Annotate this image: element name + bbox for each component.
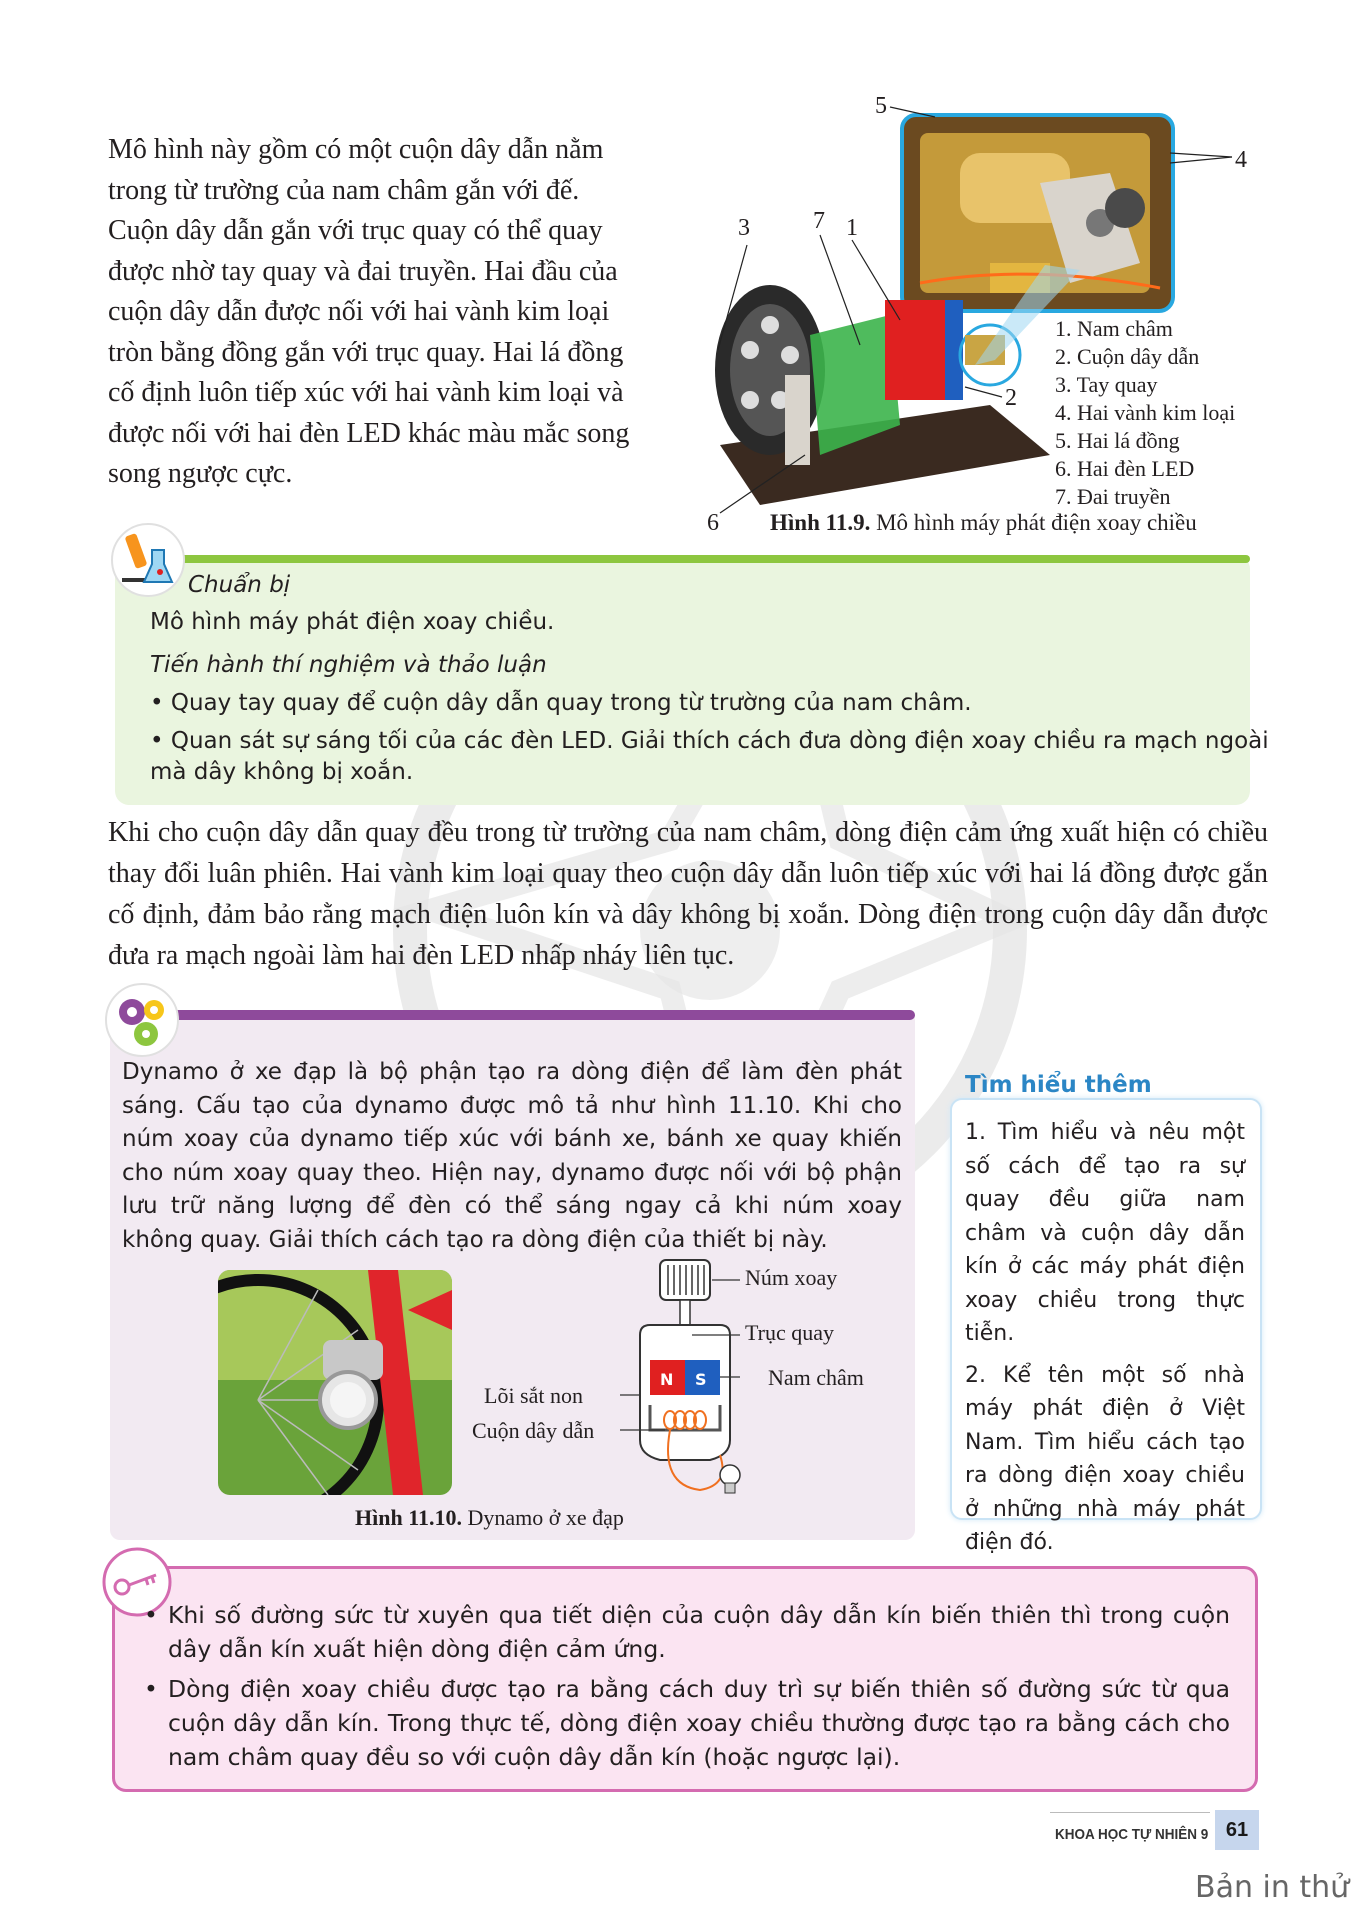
intro-line: Cuộn dây dẫn gắn với trục quay có thể quay <box>108 215 603 246</box>
caption-label: Hình 11.9. <box>770 510 871 535</box>
dynamo-text: Dynamo ở xe đạp là bộ phận tạo ra dòng điện để làm đèn phát sáng. Cấu tạo của dynamo được mô tả như hình 11.10. Khi cho núm xoay của dynamo tiếp xúc với bánh xe, bánh xe quay khiến cho núm xoay quay theo. Hiện nay, dynamo được nối với bộ phận lưu trữ năng lượng để đèn có thể sáng ngay cả khi núm xoay không quay. Giải thích cách tạo ra dòng điện của thiết bị này. <box>122 1059 902 1253</box>
legend-item: 5. Hai lá đồng <box>1055 428 1180 453</box>
label-core: Lõi sắt non <box>484 1383 583 1408</box>
bike-dynamo-photo <box>218 1270 452 1495</box>
legend-item: 6. Hai đèn LED <box>1055 456 1195 481</box>
footer-book-title: KHOA HỌC TỰ NHIÊN 9 <box>1055 1826 1209 1843</box>
key-point: • Dòng điện xoay chiều được tạo ra bằng cách duy trì sự biến thiên số đường sức từ qua cuộn dây dẫn kín. Trong thực tế, dòng điện xoay chiều thường được tạo ra bằng cách cho nam châm quay đều so với cuộn dây dẫn kín (hoặc ngược lại). <box>140 1672 1230 1774</box>
figure-legend <box>1055 315 1235 511</box>
callout-4: 4 <box>1235 147 1247 173</box>
legend-item: 7. Đai truyền <box>1055 484 1171 509</box>
prepare-title: Chuẩn bị <box>188 572 291 598</box>
legend-item: 3. Tay quay <box>1055 372 1158 397</box>
label-axle: Trục quay <box>745 1320 835 1345</box>
intro-paragraph <box>108 130 680 495</box>
label-knob: Núm xoay <box>745 1265 838 1290</box>
learn-more-text <box>965 1116 1245 1560</box>
callout-7: 7 <box>813 208 825 234</box>
footer-rule <box>1050 1812 1210 1813</box>
callout-6: 6 <box>707 510 719 536</box>
key-points-text <box>140 1598 1230 1780</box>
legend-item: 2. Cuộn dây dẫn <box>1055 344 1200 369</box>
magnet-s-label: S <box>695 1370 707 1389</box>
caption-label: Hình 11.10. <box>355 1505 462 1530</box>
gears-icon <box>102 980 182 1060</box>
prepare-material: Mô hình máy phát điện xoay chiều. <box>150 609 555 635</box>
procedure-title: Tiến hành thí nghiệm và thảo luận <box>150 652 547 678</box>
figure-11-9 <box>700 93 1260 545</box>
procedure-step: mà dây không bị xoắn. <box>150 759 414 785</box>
learn-more-item: 2. Kể tên một số nhà máy phát điện ở Việt Nam. Tìm hiểu cách tạo ra dòng điện xoay chiều ở những nhà máy phát điện đó. <box>965 1362 1245 1555</box>
intro-line: cố định luôn tiếp xúc với hai vành kim loại và <box>108 377 624 408</box>
figure-11-9-caption <box>770 510 1197 536</box>
magnet-n-label: N <box>660 1370 674 1389</box>
purple-bar <box>165 1010 915 1020</box>
lab-icon <box>108 520 188 600</box>
caption-text: Dynamo ở xe đạp <box>461 1505 624 1530</box>
intro-line: Mô hình này gồm có một cuộn dây dẫn nằm <box>108 134 604 165</box>
label-magnet: Nam châm <box>768 1365 864 1390</box>
label-coil: Cuộn dây dẫn <box>472 1418 595 1443</box>
callout-5: 5 <box>875 93 887 119</box>
caption-text: Mô hình máy phát điện xoay chiều <box>870 510 1197 535</box>
intro-line: được nối với hai đèn LED khác màu mắc song <box>108 417 630 449</box>
intro-line: tròn bằng đồng gắn với trục quay. Hai lá đồng <box>108 336 624 368</box>
green-bar <box>155 555 1250 563</box>
intro-line: cuộn dây dẫn được nối với hai vành kim loại <box>108 296 610 327</box>
intro-line: được nhờ tay quay và đai truyền. Hai đầu của <box>108 255 618 287</box>
intro-line: song ngược cực. <box>108 458 293 489</box>
procedure-step: • Quay tay quay để cuộn dây dẫn quay trong từ trường của nam châm. <box>150 690 972 716</box>
legend-item: 4. Hai vành kim loại <box>1055 400 1236 425</box>
draft-watermark: Bản in thử <box>1195 1870 1350 1905</box>
intro-line: trong từ trường của nam châm gắn với đế. <box>108 174 580 206</box>
key-point: • Khi số đường sức từ xuyên qua tiết diện của cuộn dây dẫn kín biến thiên thì trong cuộn dây dẫn kín xuất hiện dòng điện cảm ứng. <box>140 1598 1230 1666</box>
page-number: 61 <box>1215 1810 1259 1850</box>
callout-2: 2 <box>1005 385 1017 411</box>
legend-item: 1. Nam châm <box>1055 316 1173 341</box>
procedure-step: • Quan sát sự sáng tối của các đèn LED. Giải thích cách đưa dòng điện xoay chiều ra mạch ngoài <box>150 728 1269 754</box>
callout-3: 3 <box>738 215 750 241</box>
learn-more-title: Tìm hiểu thêm <box>965 1072 1152 1098</box>
callout-1: 1 <box>846 215 858 241</box>
explanation-paragraph: Khi cho cuộn dây dẫn quay đều trong từ trường của nam châm, dòng điện cảm ứng xuất hiện có chiều thay đổi luân phiên. Hai vành kim loại quay theo cuộn dây dẫn luôn tiếp xúc với hai lá đồng được gắn cố định, đảm bảo rằng mạch điện luôn kín và dây không bị xoắn. Dòng điện trong cuộn dây dẫn được đưa ra mạch ngoài làm hai đèn LED nhấp nháy liên tục. <box>108 817 1268 971</box>
figure-11-10-caption <box>355 1505 624 1531</box>
learn-more-item: 1. Tìm hiểu và nêu một số cách để tạo ra sự quay đều giữa nam châm và cuộn dây dẫn kín ở các máy phát điện xoay chiều trong thực tiễn. <box>965 1120 1245 1346</box>
